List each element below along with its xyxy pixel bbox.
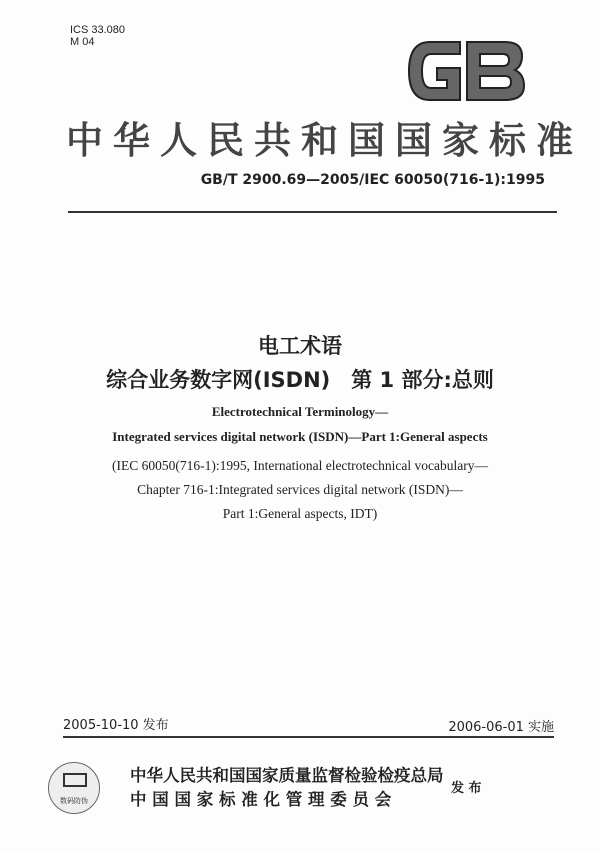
footer-divider [63, 736, 554, 738]
implement-date: 2006-06-01 实施 [448, 720, 554, 735]
equivalence-line1: (IEC 60050(716-1):1995, International electrotechnical vocabulary— [112, 458, 488, 473]
equivalence-line3: Part 1:General aspects, IDT) [222, 506, 378, 521]
stamp-text: 数码防伪 [60, 797, 88, 805]
title-en-line1: Electrotechnical Terminology— [211, 404, 389, 419]
standard-code: GB/T 2900.69—2005/IEC 60050(716-1):1995 [200, 172, 545, 188]
publish-label: 发 布 [451, 781, 482, 796]
issuing-org-1: 中华人民共和国国家质量监督检验检疫总局 [130, 766, 444, 785]
equivalence-line2: Chapter 716-1:Integrated services digital network (ISDN)— [137, 482, 463, 497]
issue-date: 2005-10-10 发布 [63, 718, 169, 733]
header-divider [68, 211, 557, 213]
issuing-org-2: 中 国 国 家 标 准 化 管 理 委 员 会 [130, 790, 392, 809]
title-cn-line2: 综合业务数字网(ISDN) 第 1 部分:总则 [106, 368, 494, 392]
gb-logo-icon [405, 36, 527, 106]
national-standard-title: 中华人民共和国国家标准 [66, 121, 583, 162]
classification-code: M 04 [70, 36, 95, 48]
title-cn-line1: 电工术语 [258, 334, 342, 358]
ics-code: ICS 33.080 [70, 24, 126, 36]
title-en-line2: Integrated services digital network (ISDN)—Part 1:General aspects [112, 429, 488, 444]
anti-counterfeit-stamp-icon [48, 762, 100, 814]
